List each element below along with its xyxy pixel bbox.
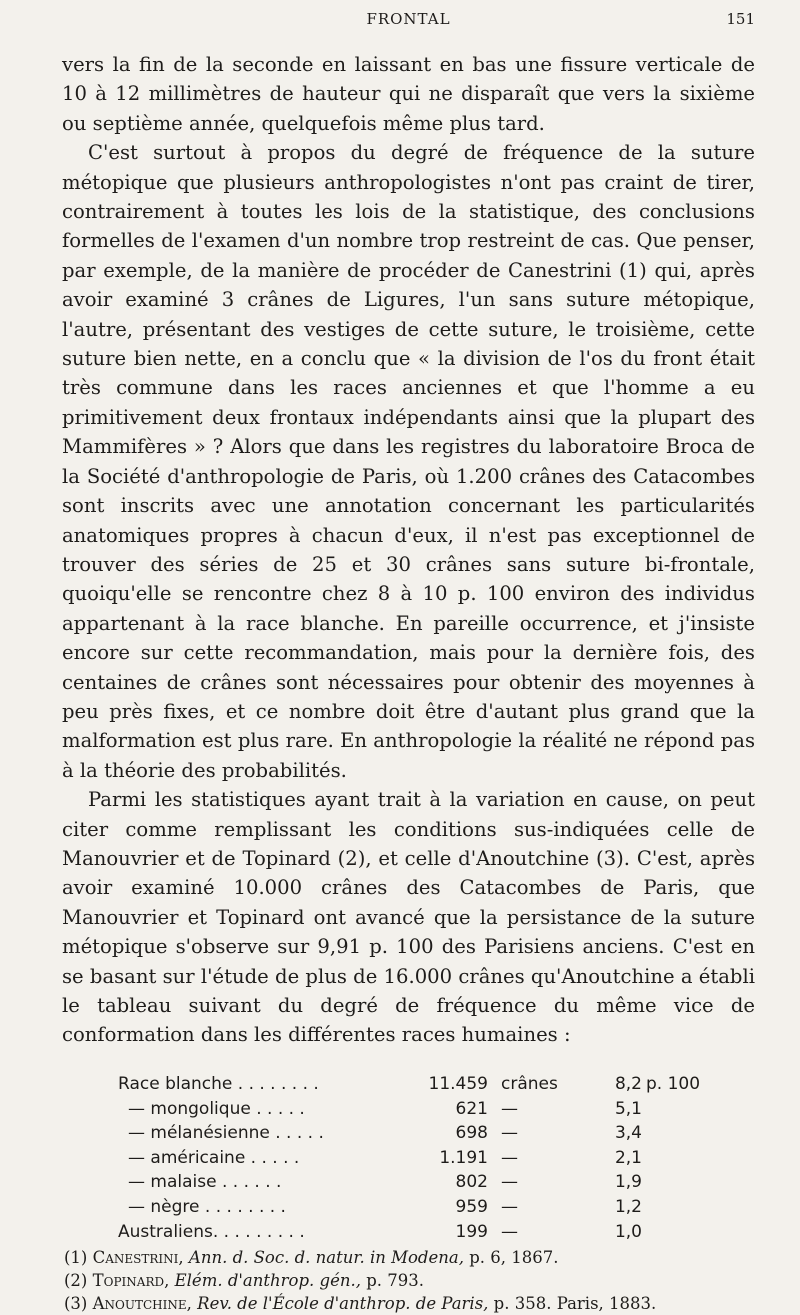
skull-count: 11.459 [428, 1074, 488, 1094]
race-label: — nègre . . . . . . . . [128, 1196, 286, 1217]
unit-label: — [501, 1172, 518, 1193]
skull-count: 959 [455, 1196, 488, 1217]
page-number: 151 [726, 10, 755, 28]
unit-label: — [501, 1147, 518, 1168]
footnote-rest: p. 793. [366, 1271, 425, 1290]
footnotes [64, 1246, 764, 1315]
body-text [62, 50, 755, 1050]
percentage: 1,0 [614, 1221, 642, 1242]
footnote-author: Anoutchine, [92, 1294, 192, 1313]
footnote-rest: p. 6, 1867. [469, 1248, 559, 1267]
footnote [64, 1269, 764, 1292]
race-label: — américaine . . . . . [128, 1147, 300, 1168]
table-row [118, 1195, 738, 1220]
percentage: 8,2 [614, 1074, 642, 1094]
footnote [64, 1246, 764, 1269]
unit-label: — [501, 1221, 518, 1242]
footnote-title: Rev. de l'École d'anthrop. de Paris, [197, 1294, 489, 1313]
page-header [62, 10, 755, 40]
running-title: FRONTAL [366, 10, 451, 28]
table-row [118, 1170, 738, 1195]
frequency-table [118, 1072, 738, 1244]
unit-label: — [501, 1196, 518, 1217]
skull-count: 199 [455, 1221, 488, 1242]
paragraph: C'est surtout à propos du degré de fréquence de la suture métopique que plusieurs anthropologistes n'ont pas craint de tirer, contrairement à toutes les lois de la statistique, des conclusions formelles de l'examen d'un nombre trop restreint de cas. Que penser, par exemple, de la manière de procéder de Canestrini (1) qui, après avoir examiné 3 crânes de Ligures, l'un sans suture métopique, l'autre, présentant des vestiges de cette suture, le troisième, cette suture bien nette, en a conclu que « la division de l'os du front était très commune dans les races anciennes et que l'homme a eu primitivement deux frontaux indépendants ainsi que la plupart des Mammifères » ? Alors que dans les registres du laboratoire Broca de la Société d'anthropologie de Paris, où 1.200 crânes des Catacombes sont inscrits avec une annotation concernant les particularités anatomiques propres à chacun d'eux, il n'est pas exceptionnel de trouver des séries de 25 et 30 crânes sans suture bi-frontale, quoiqu'elle se rencontre chez 8 à 10 p. 100 environ des individus appartenant à la race blanche. En pareille occurrence, et j'insiste encore sur cette recommandation, mais pour la dernière fois, des centaines de crânes sont nécessaires pour obtenir des moyennes à peu près fixes, et ce nombre doit être d'autant plus grand que la malformation est plus rare. En anthropologie la réalité ne répond pas à la théorie des probabilités. [62, 141, 755, 782]
race-label: — mongolique . . . . . [128, 1098, 305, 1119]
unit-label: — [501, 1098, 518, 1119]
percentage: 2,1 [614, 1147, 642, 1168]
race-label: — malaise . . . . . . [128, 1172, 282, 1193]
table-row [118, 1072, 738, 1097]
percentage-unit: p. 100 [646, 1074, 701, 1094]
footnote-number: (3) [64, 1294, 88, 1313]
race-label: Australiens. . . . . . . . . [118, 1221, 305, 1242]
paragraph: Parmi les statistiques ayant trait à la variation en cause, on peut citer comme remplissant les conditions sus-indiquées celle de Manouvrier et de Topinard (2), et celle d'Anoutchine (3). C'est, après avoir examiné 10.000 crânes des Catacombes de Paris, que Manouvrier et Topinard ont avancé que la persistance de la suture métopique s'observe sur 9,91 p. 100 des Parisiens anciens. C'est en se basant sur l'étude de plus de 16.000 crânes qu'Anoutchine a établi le tableau suivant du degré de fréquence du même vice de conformation dans les différentes races humaines : [62, 788, 755, 1047]
skull-count: 802 [455, 1172, 488, 1193]
unit-label: — [501, 1123, 518, 1144]
footnote-title: Elém. d'anthrop. gén., [174, 1271, 361, 1290]
race-label: Race blanche . . . . . . . . [118, 1074, 319, 1094]
footnote-rest: p. 358. Paris, 1883. [493, 1294, 657, 1313]
table-row [118, 1146, 738, 1171]
footnote [64, 1292, 764, 1315]
footnote-number: (2) [64, 1271, 88, 1290]
paragraph: vers la fin de la seconde en laissant en bas une fissure verticale de 10 à 12 millimètres de hauteur qui ne disparaît que vers la sixième ou septième année, quelquefois même plus tard. [62, 53, 755, 135]
footnote-author: Canestrini, [92, 1248, 184, 1267]
percentage: 1,9 [614, 1172, 642, 1193]
footnote-number: (1) [64, 1248, 88, 1267]
table-row [118, 1121, 738, 1146]
footnote-title: Ann. d. Soc. d. natur. in Modena, [188, 1248, 464, 1267]
unit-label: crânes [501, 1074, 558, 1094]
percentage: 1,2 [614, 1196, 642, 1217]
percentage: 5,1 [614, 1098, 642, 1119]
skull-count: 1.191 [439, 1147, 488, 1168]
footnote-author: Topinard, [92, 1271, 170, 1290]
skull-count: 621 [455, 1098, 488, 1119]
skull-count: 698 [455, 1123, 488, 1144]
table-row [118, 1220, 738, 1245]
race-label: — mélanésienne . . . . . [128, 1123, 324, 1144]
table-row [118, 1097, 738, 1122]
percentage: 3,4 [614, 1123, 642, 1144]
